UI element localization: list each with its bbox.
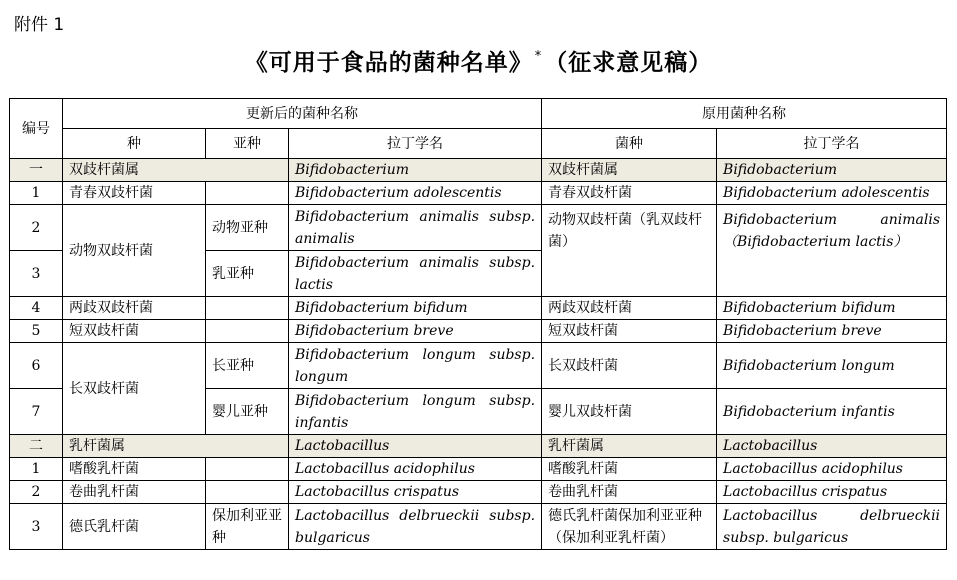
orig-latin-name: Lactobacillus acidophilus — [717, 458, 947, 481]
species-name: 青春双歧杆菌 — [63, 182, 206, 205]
header-orig-latin: 拉丁学名 — [717, 129, 947, 159]
header-orig-species: 菌种 — [542, 129, 717, 159]
latin-name: Lactobacillus crispatus — [289, 481, 542, 504]
row-number: 1 — [10, 458, 63, 481]
subspecies-name — [206, 297, 289, 320]
header-number: 编号 — [10, 99, 63, 159]
subspecies-name: 婴儿亚种 — [206, 389, 289, 435]
table-row — [10, 481, 947, 504]
title-main: 《可用于食品的菌种名单》 — [244, 50, 533, 76]
subspecies-name: 保加利亚亚种 — [206, 504, 289, 550]
latin-name: Bifidobacterium breve — [289, 320, 542, 343]
subspecies-name: 乳亚种 — [206, 251, 289, 297]
orig-name: 长双歧杆菌 — [542, 343, 717, 389]
orig-name: 双歧杆菌属 — [542, 159, 717, 182]
subspecies-name: 长亚种 — [206, 343, 289, 389]
latin-name: Bifidobacterium bifidum — [289, 297, 542, 320]
orig-name: 嗜酸乳杆菌 — [542, 458, 717, 481]
genus-name: 双歧杆菌属 — [63, 159, 289, 182]
subspecies-name: 动物亚种 — [206, 205, 289, 251]
row-number: 7 — [10, 389, 63, 435]
row-number: 2 — [10, 205, 63, 251]
row-number: 3 — [10, 251, 63, 297]
orig-name: 卷曲乳杆菌 — [542, 481, 717, 504]
table-row — [10, 343, 947, 389]
species-name: 长双歧杆菌 — [63, 343, 206, 435]
genus-row — [10, 435, 947, 458]
title-footnote-mark: * — [534, 49, 543, 64]
row-number: 3 — [10, 504, 63, 550]
latin-name: Lactobacillus delbrueckii subsp. bulgaricus — [289, 504, 542, 550]
row-number: 6 — [10, 343, 63, 389]
row-number: 1 — [10, 182, 63, 205]
genus-name: 乳杆菌属 — [63, 435, 289, 458]
species-name: 嗜酸乳杆菌 — [63, 458, 206, 481]
species-name: 动物双歧杆菌 — [63, 205, 206, 297]
table-row — [10, 205, 947, 251]
header-latin: 拉丁学名 — [289, 129, 542, 159]
latin-name: Lactobacillus acidophilus — [289, 458, 542, 481]
orig-latin-name: Bifidobacterium — [717, 159, 947, 182]
species-name: 德氏乳杆菌 — [63, 504, 206, 550]
table-row — [10, 504, 947, 550]
orig-name: 青春双歧杆菌 — [542, 182, 717, 205]
row-number: 二 — [10, 435, 63, 458]
latin-name: Bifidobacterium longum subsp. infantis — [289, 389, 542, 435]
subspecies-name — [206, 182, 289, 205]
orig-name: 两歧双歧杆菌 — [542, 297, 717, 320]
latin-name: Bifidobacterium — [289, 159, 542, 182]
header-species: 种 — [63, 129, 206, 159]
orig-latin-name: Bifidobacterium infantis — [717, 389, 947, 435]
table-row — [10, 182, 947, 205]
title-suffix: （征求意见稿） — [544, 50, 713, 76]
orig-latin-name: Bifidobacterium bifidum — [717, 297, 947, 320]
orig-latin-name: Bifidobacterium animalis（Bifidobacterium lactis） — [717, 205, 947, 297]
species-name: 两歧双歧杆菌 — [63, 297, 206, 320]
subspecies-name — [206, 320, 289, 343]
header-subspecies: 亚种 — [206, 129, 289, 159]
subspecies-name — [206, 458, 289, 481]
latin-name: Bifidobacterium longum subsp. longum — [289, 343, 542, 389]
orig-latin-name: Bifidobacterium adolescentis — [717, 182, 947, 205]
table-row — [10, 297, 947, 320]
row-number: 一 — [10, 159, 63, 182]
table-row — [10, 320, 947, 343]
orig-name: 婴儿双歧杆菌 — [542, 389, 717, 435]
orig-name: 短双歧杆菌 — [542, 320, 717, 343]
orig-name: 乳杆菌属 — [542, 435, 717, 458]
latin-name: Bifidobacterium animalis subsp. lactis — [289, 251, 542, 297]
species-name: 卷曲乳杆菌 — [63, 481, 206, 504]
row-number: 5 — [10, 320, 63, 343]
orig-name: 动物双歧杆菌（乳双歧杆菌） — [542, 205, 717, 297]
table-header-row — [10, 99, 947, 129]
header-original-group: 原用菌种名称 — [542, 99, 947, 129]
row-number: 2 — [10, 481, 63, 504]
attachment-label: 附件 1 — [14, 15, 65, 35]
genus-row — [10, 159, 947, 182]
orig-latin-name: Lactobacillus — [717, 435, 947, 458]
subspecies-name — [206, 481, 289, 504]
orig-latin-name: Bifidobacterium longum — [717, 343, 947, 389]
row-number: 4 — [10, 297, 63, 320]
document-title — [0, 44, 957, 77]
latin-name: Bifidobacterium animalis subsp. animalis — [289, 205, 542, 251]
latin-name: Bifidobacterium adolescentis — [289, 182, 542, 205]
table-subheader-row — [10, 129, 947, 159]
latin-name: Lactobacillus — [289, 435, 542, 458]
strain-list-table — [9, 98, 947, 550]
orig-latin-name: Lactobacillus crispatus — [717, 481, 947, 504]
header-updated-group: 更新后的菌种名称 — [63, 99, 542, 129]
species-name: 短双歧杆菌 — [63, 320, 206, 343]
orig-latin-name: Lactobacillus delbrueckii subsp. bulgaricus — [717, 504, 947, 550]
table-row — [10, 458, 947, 481]
orig-name: 德氏乳杆菌保加利亚亚种（保加利亚乳杆菌） — [542, 504, 717, 550]
orig-latin-name: Bifidobacterium breve — [717, 320, 947, 343]
